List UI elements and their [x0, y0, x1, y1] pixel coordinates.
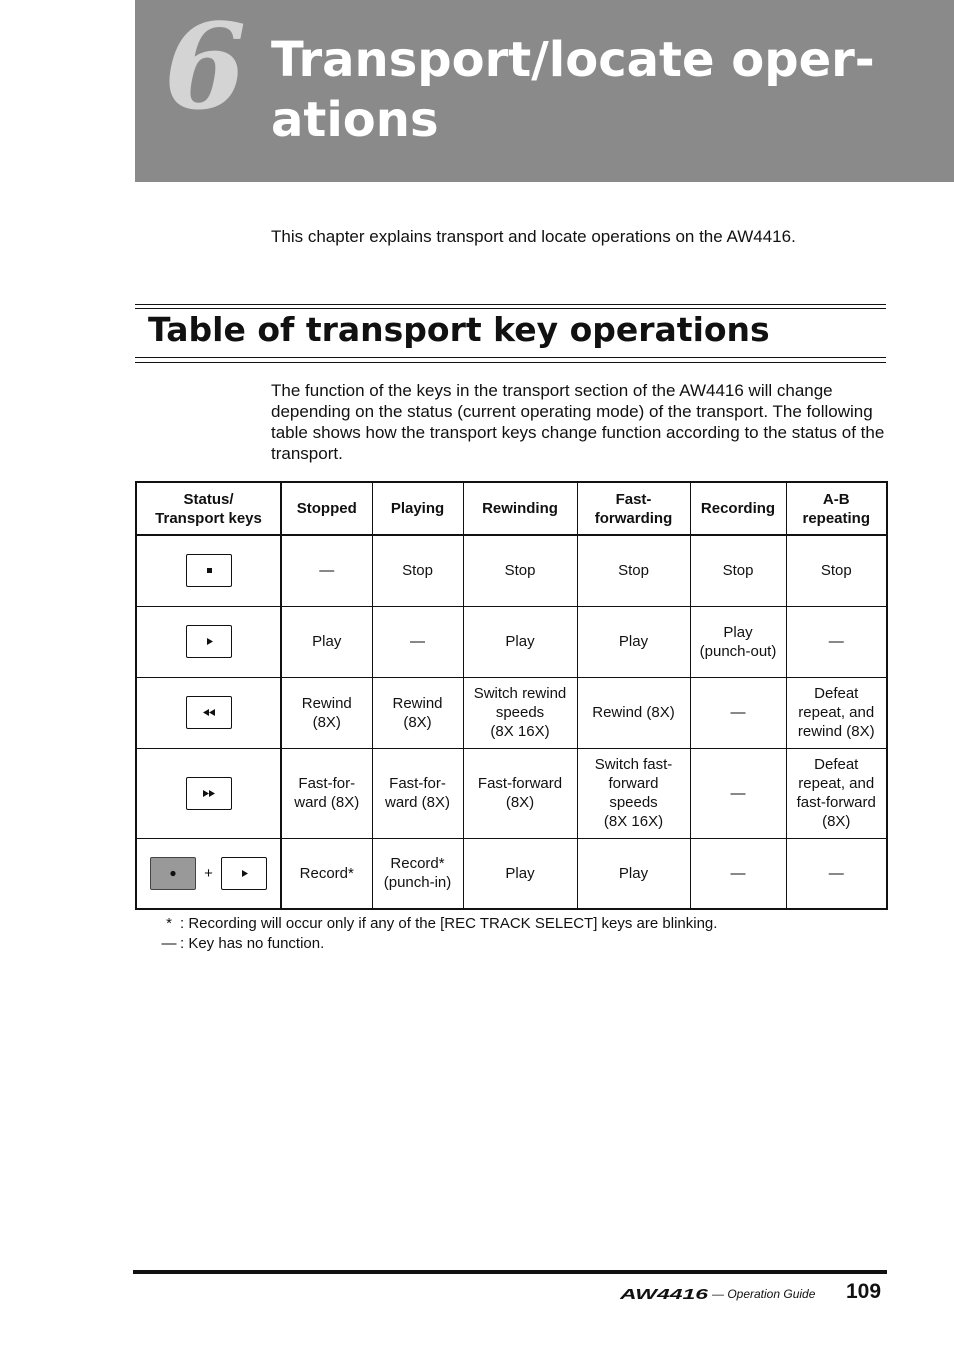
table-cell: Play — [463, 606, 577, 677]
rewind-key-icon — [186, 696, 232, 729]
play-key-icon — [186, 625, 232, 658]
aw4416-logo — [620, 1284, 712, 1304]
table-cell: Switch rewind speeds (8X 16X) — [463, 677, 577, 748]
key-cell-play — [136, 606, 281, 677]
table-cell: Stop — [463, 535, 577, 606]
fast-forward-key-icon — [186, 777, 232, 810]
header-stopped: Stopped — [281, 482, 372, 535]
table-cell: Rewind (8X) — [281, 677, 372, 748]
record-key-icon — [150, 857, 196, 890]
table-cell: Stop — [372, 535, 463, 606]
section-rule-bottom-thin — [135, 362, 886, 363]
table-cell: — — [372, 606, 463, 677]
chapter-number: 6 — [163, 0, 247, 136]
transport-key-table — [135, 481, 888, 910]
footnote-asterisk — [158, 914, 717, 934]
table-cell: Defeat repeat, and rewind (8X) — [786, 677, 887, 748]
footnote-text: : Recording will occur only if any of the [REC TRACK SELECT] keys are blinking. — [180, 915, 718, 932]
page-number: 109 — [846, 1280, 882, 1303]
table-row — [136, 748, 887, 838]
table-cell: — — [690, 838, 786, 909]
key-combo-plus: + — [204, 864, 213, 882]
table-cell: Record* — [281, 838, 372, 909]
section-rule-top-thin — [135, 304, 886, 305]
stop-key-icon — [186, 554, 232, 587]
table-cell: Play — [577, 838, 690, 909]
table-cell: Stop — [786, 535, 887, 606]
table-cell: Stop — [577, 535, 690, 606]
play-key-icon — [221, 857, 267, 890]
table-cell: Fast-for- ward (8X) — [372, 748, 463, 838]
footnote-text: : Key has no function. — [180, 935, 325, 952]
chapter-title — [271, 30, 931, 150]
section-rule-bottom — [135, 357, 886, 358]
table-cell: Rewind (8X) — [577, 677, 690, 748]
header-status-transport-keys: Status/ Transport keys — [136, 482, 281, 535]
table-cell: Rewind (8X) — [372, 677, 463, 748]
table-row — [136, 838, 887, 909]
footer-guide-label: — Operation Guide — [712, 1287, 816, 1301]
header-ab-repeating: A-B repeating — [786, 482, 887, 535]
record-plus-play-key-icon — [150, 864, 267, 881]
table-header-row — [136, 482, 887, 535]
key-cell-stop — [136, 535, 281, 606]
svg-text:AW4416: AW4416 — [620, 1286, 709, 1303]
table-cell: — — [690, 748, 786, 838]
header-playing: Playing — [372, 482, 463, 535]
footnote-mark: * — [166, 915, 172, 932]
table-cell: — — [281, 535, 372, 606]
chapter-title-text: Transport/locate oper- ations — [271, 32, 875, 148]
table-row — [136, 535, 887, 606]
section-description: The function of the keys in the transport section of the AW4416 will change depending on the status (current operating mode) of the transport. The following table shows how the transport keys change function according to the status of the transport. — [271, 381, 885, 463]
table-cell: — — [690, 677, 786, 748]
header-rewinding: Rewinding — [463, 482, 577, 535]
chapter-intro: This chapter explains transport and locate operations on the AW4416. — [271, 227, 796, 246]
section-title: Table of transport key operations — [148, 310, 770, 349]
table-cell: Play — [577, 606, 690, 677]
table-cell: Defeat repeat, and fast-forward (8X) — [786, 748, 887, 838]
table-row — [136, 606, 887, 677]
header-fast-forwarding: Fast- forwarding — [577, 482, 690, 535]
footnote-mark: — — [161, 935, 177, 952]
footer-rule — [133, 1270, 887, 1274]
key-cell-record-play — [136, 838, 281, 909]
table-cell: Record* (punch-in) — [372, 838, 463, 909]
table-cell: — — [786, 838, 887, 909]
table-row — [136, 677, 887, 748]
header-recording: Recording — [690, 482, 786, 535]
table-cell: Play — [281, 606, 372, 677]
key-cell-fast-forward — [136, 748, 281, 838]
table-cell: Play — [463, 838, 577, 909]
key-cell-rewind — [136, 677, 281, 748]
table-cell: Fast-for- ward (8X) — [281, 748, 372, 838]
table-cell: Stop — [690, 535, 786, 606]
table-cell: — — [786, 606, 887, 677]
table-cell: Play (punch-out) — [690, 606, 786, 677]
table-cell: Fast-forward (8X) — [463, 748, 577, 838]
footnote-dash — [158, 934, 324, 954]
table-cell: Switch fast- forward speeds (8X 16X) — [577, 748, 690, 838]
